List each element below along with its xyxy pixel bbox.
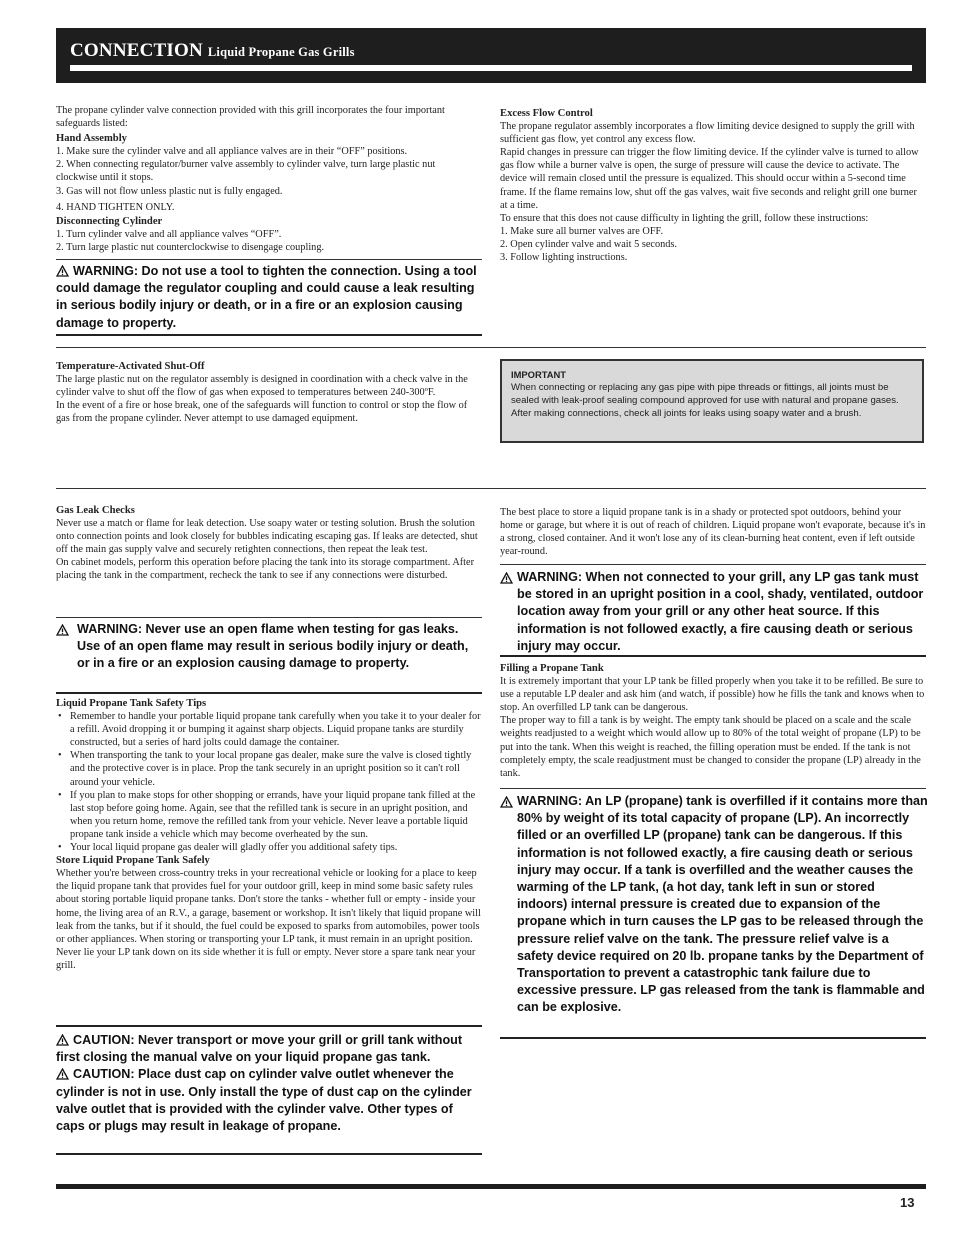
excess-flow-step-2: 2. Open cylinder valve and wait 5 seconds.	[500, 238, 677, 250]
leak-checks-heading: Gas Leak Checks	[56, 505, 135, 516]
divider	[56, 1153, 482, 1155]
warning-triangle-icon	[56, 265, 69, 277]
filling-section	[500, 662, 926, 780]
divider	[56, 1025, 482, 1027]
open-flame-warning	[56, 621, 482, 673]
section-title: CONNECTION	[70, 40, 203, 61]
divider	[56, 617, 482, 618]
section-divider	[56, 347, 926, 348]
tool-warning-text: WARNING: Do not use a tool to tighten the connection. Using a tool could damage the regulator coupling and could cause a leak resulting in serious bodily injury or death, or in a fire or an explosion causing damage to property.	[56, 264, 477, 330]
hand-step-1: 1. Make sure the cylinder valve and all appliance valves are in their “OFF” positions.	[56, 146, 408, 158]
filling-p1: It is extremely important that your LP tank be filled properly when you take it to be refilled. Be sure to use a reputable LP dealer and ask him (and watch, if possible) how he fills the tank and knows when to stop. An overfilled LP tank can be dangerous.	[500, 676, 925, 714]
storage-warning-text: WARNING: When not connected to your grill, any LP gas tank must be stored in an upright position in a cool, shady, ventilated, outdoor location away from your grill or any other heat source. If this information is not followed exactly, a fire causing death or serious injury may occur.	[517, 570, 924, 653]
safeguards-section	[56, 104, 476, 254]
transport-caution	[56, 1032, 482, 1066]
divider	[56, 259, 482, 260]
hand-step-3: 3. Gas will not flow unless plastic nut is fully engaged.	[56, 185, 283, 197]
disconnect-step-2: 2. Turn large plastic nut counterclockwise to disengage coupling.	[56, 241, 325, 253]
filling-p2: The proper way to fill a tank is by weight. The empty tank should be placed on a scale and the scale weights readjusted to a weight which would allow up to 80% of the total weight of propane (LP) to be put into the tank. When this weight is reached, the filling operation must be ended. If the tank is not completely empty, the scale readjustment must be changed to consider the propane (LP) already in the tank.	[500, 715, 921, 779]
list-item: • Your local liquid propane gas dealer will gladly offer you additional safety tips.	[56, 841, 484, 854]
section-subtitle: Liquid Propane Gas Grills	[207, 45, 355, 59]
list-item: • If you plan to make stops for other shopping or errands, have your liquid propane tank filled at the last stop before going home. Again, see that the refilled tank is secure in an upright position, and when you return home, remove the refilled tank from your vehicle. Never leave a portable liquid propane tank inside a vehicle which may become overheated by the sun.	[56, 789, 484, 841]
store-tank-heading: Store Liquid Propane Tank Safely	[56, 855, 210, 867]
important-label: IMPORTANT	[511, 369, 567, 380]
filling-heading: Filling a Propane Tank	[500, 663, 604, 674]
divider	[500, 655, 926, 657]
dust-cap-caution-text: CAUTION: Place dust cap on cylinder valve outlet whenever the cylinder is not in use. Only install the type of dust cap on the cylinder valve outlet that is provided with the cylinder valve. Other types of caps or plugs may result in leakage of propane.	[56, 1067, 472, 1134]
temperature-shutoff-p1: The large plastic nut on the regulator assembly is designed in coordination with a check valve in the cylinder valve to shut off the flow of gas when exposed to temperatures between 240-300ºF.	[56, 374, 468, 399]
page-title	[70, 40, 355, 62]
warning-triangle-icon	[500, 572, 513, 584]
storage-warning	[500, 569, 926, 655]
important-text: When connecting or replacing any gas pipe with pipe threads or fittings, all joints must be sealed with leak-proof sealing compound approved for use with natural and propane gases. After making connections, check all joints for leaks using soapy water and a brush.	[511, 382, 899, 419]
storage-location-text: The best place to store a liquid propane tank is in a shady or protected spot outdoors, behind your home or garage, but where it is out of reach of children. Liquid propane won't evaporate, because it's in a strong, closed container. And it won't lose any of its clean-burning heat content, even if left outside year-round.	[500, 507, 926, 558]
temperature-shutoff-heading: Temperature-Activated Shut-Off	[56, 361, 205, 372]
overfill-warning-text: WARNING: An LP (propane) tank is overfilled if it contains more than 80% by weight of its total capacity of propane (LP). An incorrectly filled or an overfilled LP (propane) tank can be dangerous. If this information is not followed exactly, a fire causing death or serious injury may occur. If a tank is overfilled and the weather causes the warming of the LP tank, (a hot day, tank left in sun or stored indoors) internal pressure is created due to expansion of the propane which in turn causes the LP gas to be released through the pressure relief valve on the tank. The pressure relief valve is a safety device required on 20 lb. propane tanks by the Department of Transportation to prevent a catastrophic tank failure due to excessive pressure. LP gas released from the tank is flammable and can be explosive.	[517, 794, 928, 1015]
excess-flow-p3: To ensure that this does not cause difficulty in lighting the grill, follow these instructions:	[500, 212, 869, 224]
leak-checks-p1: Never use a match or flame for leak detection. Use soapy water or testing solution. Brush the solution onto connection points and look closely for bubbles indicating escaping gas. If leaks are detected, shut off the main gas supply valve and securely retighten connections, then repeat the leak test.	[56, 518, 478, 556]
excess-flow-heading: Excess Flow Control	[500, 108, 593, 119]
section-divider	[56, 488, 926, 489]
store-tank-text: Whether you're between cross-country treks in your recreational vehicle or looking for a place to keep the liquid propane tank that provides fuel for your outdoor grill, keep in mind some basic safety rules about storing portable liquid propane tanks. Don't store the tanks - whether full or empty - inside your home, the living area of an R.V., a garage, basement or workshop. It isn't likely that liquid propane will leak from the tanks, but if it should, the fuel could be exposed to sparks from automobiles, power tools or other appliances. When storing or transporting your LP tank, it must remain in an upright position. Never lie your LP tank down on its side whether it is full or empty. Never store a spare tank near your grill.	[56, 868, 481, 971]
disconnect-step-1: 1. Turn cylinder valve and all appliance valves “OFF”.	[56, 228, 282, 240]
temperature-shutoff-section	[56, 360, 480, 425]
dust-cap-caution	[56, 1066, 482, 1135]
hand-step-2: 2. When connecting regulator/burner valve assembly to cylinder valve, turn large plastic nut clockwise until it stops.	[56, 159, 436, 184]
excess-flow-p1: The propane regulator assembly incorporates a flow limiting device designed to supply the grill with sufficient gas flow, yet control any excess flow.	[500, 121, 915, 146]
disconnecting-heading: Disconnecting Cylinder	[56, 215, 163, 227]
overfill-warning	[500, 793, 928, 1017]
header-banner	[56, 28, 926, 83]
temperature-shutoff-p2: In the event of a fire or hose break, one of the safeguards will function to control or stop the flow of gas from the propane cylinder. Never attempt to use damaged equipment.	[56, 400, 468, 425]
excess-flow-step-1: 1. Make sure all burner valves are OFF.	[500, 225, 664, 237]
hand-step-4: 4. HAND TIGHTEN ONLY.	[56, 201, 175, 213]
excess-flow-p2: Rapid changes in pressure can trigger the flow limiting device. If the cylinder valve is turned to allow gas flow while a burner valve is open, the surge of pressure will cause the device to activate. The device will remain closed until the pressure is equalized. This should occur within a 5-second time frame. If the flame remains low, shut off the gas valves, wait five seconds and relight grill one burner at a time.	[500, 147, 919, 211]
tool-warning	[56, 263, 482, 332]
tank-safety-tips-list	[56, 710, 484, 854]
divider	[56, 334, 482, 336]
page-number: 13	[900, 1195, 915, 1210]
storage-location-section	[500, 506, 926, 558]
safeguards-intro: The propane cylinder valve connection provided with this grill incorporates the four important safeguards listed:	[56, 105, 445, 130]
caution-block	[56, 1032, 482, 1135]
list-item: • Remember to handle your portable liquid propane tank carefully when you take it to your dealer for a refill. Avoid dropping it or bumping it against sharp objects. Liquid propane tanks are sturdily constructed, but a series of hard jolts could damage the container.	[56, 710, 484, 749]
excess-flow-step-3: 3. Follow lighting instructions.	[500, 252, 628, 264]
transport-caution-text: CAUTION: Never transport or move your grill or grill tank without first closing the manual valve on your liquid propane gas tank.	[56, 1033, 463, 1065]
warning-triangle-icon	[56, 624, 69, 636]
excess-flow-section	[500, 107, 926, 264]
warning-triangle-icon	[500, 796, 513, 808]
hand-assembly-heading: Hand Assembly	[56, 133, 127, 145]
header-rule	[70, 65, 912, 71]
divider	[56, 692, 482, 694]
list-item: • When transporting the tank to your local propane gas dealer, make sure the valve is closed tightly and the protective cover is in place. Prop the tank securely in an upright position so it can't roll around your vehicle.	[56, 749, 484, 788]
warning-triangle-icon	[56, 1034, 69, 1046]
leak-checks-section	[56, 504, 484, 583]
tank-safety-tips-heading: Liquid Propane Tank Safety Tips	[56, 698, 207, 709]
footer-rule	[56, 1184, 926, 1189]
open-flame-warning-text: WARNING: Never use an open flame when testing for gas leaks. Use of an open flame may result in serious bodily injury or death, or in a fire or an explosion causing damage to property.	[77, 622, 469, 671]
leak-checks-p2: On cabinet models, perform this operation before placing the tank into its storage compartment. After placing the tank in the compartment, recheck the tank to see if any connections were disturbed.	[56, 557, 475, 582]
important-notice	[500, 359, 924, 443]
divider	[500, 564, 926, 565]
divider	[500, 1037, 926, 1039]
divider	[500, 788, 926, 789]
tank-safety-tips-section	[56, 697, 484, 972]
warning-triangle-icon	[56, 1068, 69, 1080]
